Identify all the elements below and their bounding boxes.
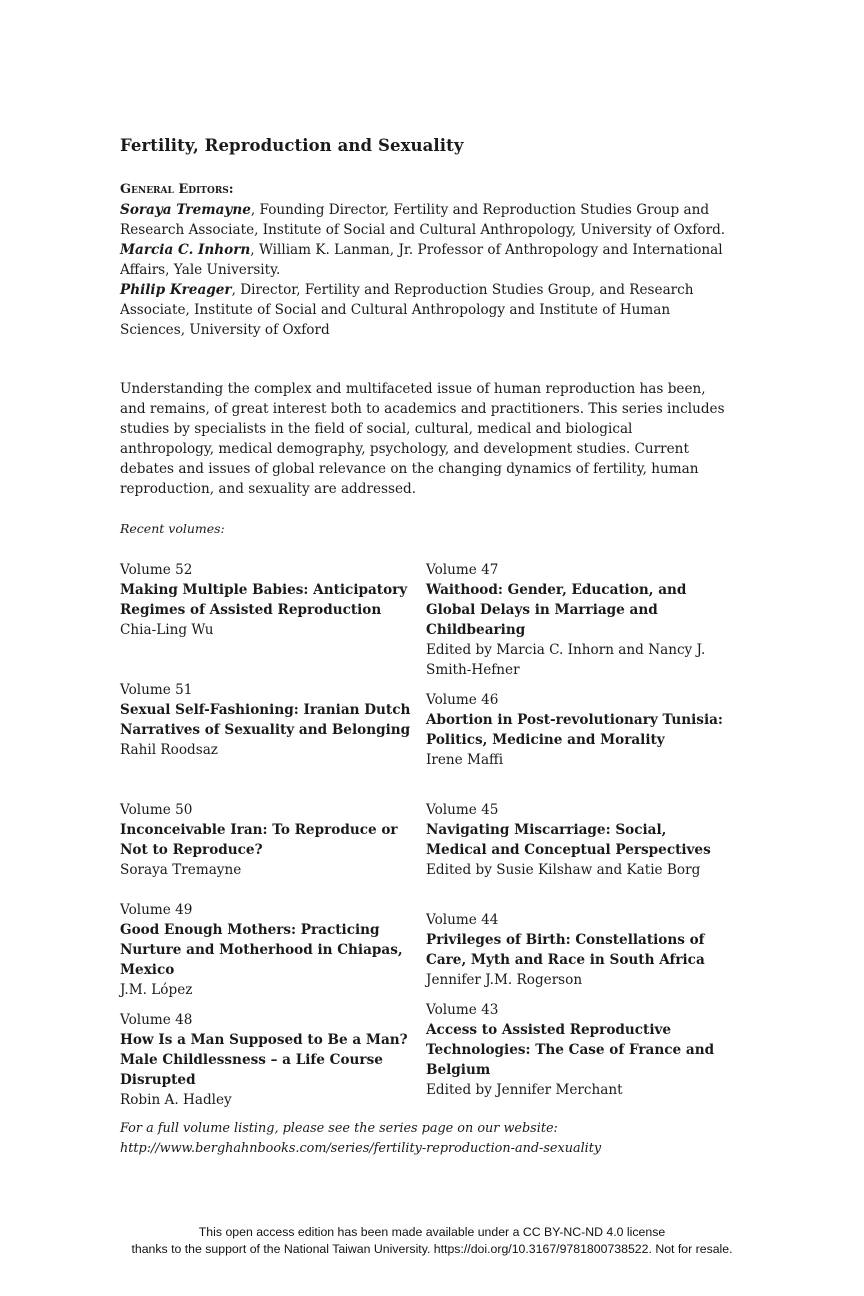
editor-name: Philip Kreager [120,282,232,298]
volume-entry [120,1010,420,1110]
volume-author: Edited by Jennifer Merchant [426,1082,623,1098]
editor-affiliation: , Founding Director, Fertility and Reproduction Studies Group and Research Associate, Institute of Social and Cultural Anthropology, University of Oxford. [120,202,726,238]
editors-heading: General Editors: [120,182,234,197]
volume-title: Waithood: Gender, Education, and Global Delays in Marriage and Childbearing [426,582,687,638]
volume-number: Volume 50 [120,802,193,818]
recent-volumes-label: Recent volumes: [120,521,225,536]
volume-number: Volume 44 [426,912,499,928]
series-url-link[interactable]: http://www.berghahnbooks.com/series/fertility-reproduction-and-sexuality [120,1141,602,1156]
volume-number: Volume 49 [120,902,193,918]
license-line-1: This open access edition has been made available under a CC BY-NC-ND 4.0 license [198,1225,666,1239]
volume-entry [426,800,726,880]
volume-entry [120,560,420,640]
series-description: Understanding the complex and multifaceted issue of human reproduction has been, and remains, of great interest both to academics and practitioners. This series includes studies by specialists in the field of social, cultural, medical and biological anthropology, medical demography, psychology, and development studies. Current debates and issues of global relevance on the changing dynamics of fertility, human reproduction, and sexuality are addressed. [120,381,725,497]
volume-title: Inconceivable Iran: To Reproduce or Not to Reproduce? [120,822,398,858]
volume-title: Sexual Self-Fashioning: Iranian Dutch Narratives of Sexuality and Belonging [120,702,411,738]
license-line-2: thanks to the support of the National Taiwan University. https://doi.org/10.3167/9781800738522. Not for resale. [131,1242,733,1256]
volume-entry [426,690,726,770]
volume-title: Making Multiple Babies: Anticipatory Regimes of Assisted Reproduction [120,582,408,618]
volume-entry [426,560,726,680]
volume-number: Volume 46 [426,692,499,708]
volume-author: Jennifer J.M. Rogerson [426,972,583,988]
volume-number: Volume 45 [426,802,499,818]
general-editors [120,180,730,340]
editor-entry [120,280,730,340]
editor-name: Soraya Tremayne [120,202,251,218]
editor-affiliation: , Director, Fertility and Reproduction Studies Group, and Research Associate, Institute of Social and Cultural Anthropology and Institute of Human Sciences, University of Oxford [120,282,694,338]
volume-author: Soraya Tremayne [120,862,242,878]
volume-author: Irene Maffi [426,752,504,768]
volume-number: Volume 51 [120,682,193,698]
series-title: Fertility, Reproduction and Sexuality [120,136,464,155]
volume-author: J.M. López [120,982,193,998]
volume-title: Good Enough Mothers: Practicing Nurture and Motherhood in Chiapas, Mexico [120,922,403,978]
volume-author: Edited by Susie Kilshaw and Katie Borg [426,862,701,878]
editor-affiliation: , William K. Lanman, Jr. Professor of Anthropology and International Affairs, Yale University. [120,242,723,278]
volume-author: Robin A. Hadley [120,1092,232,1108]
volume-author: Chia-Ling Wu [120,622,214,638]
volume-entry [120,800,420,880]
volume-entry [120,680,420,760]
volume-title: Privileges of Birth: Constellations of Care, Myth and Race in South Africa [426,932,705,968]
volume-author: Edited by Marcia C. Inhorn and Nancy J. Smith-Hefner [426,642,706,678]
volume-title: Access to Assisted Reproductive Technologies: The Case of France and Belgium [426,1022,715,1078]
full-listing-text: For a full volume listing, please see the series page on our website: [120,1121,558,1136]
volume-number: Volume 52 [120,562,193,578]
volume-number: Volume 43 [426,1002,499,1018]
volume-entry [120,900,420,1000]
volume-entry [426,1000,726,1100]
volume-title: Abortion in Post-revolutionary Tunisia: Politics, Medicine and Morality [426,712,723,748]
editor-name: Marcia C. Inhorn [120,242,251,258]
volume-title: Navigating Miscarriage: Social, Medical and Conceptual Perspectives [426,822,711,858]
volume-title: How Is a Man Supposed to Be a Man? Male Childlessness – a Life Course Disrupted [120,1032,408,1088]
volume-author: Rahil Roodsaz [120,742,218,758]
editor-entry [120,200,730,240]
license-notice [0,1224,864,1258]
volume-number: Volume 47 [426,562,499,578]
full-listing-note [120,1119,601,1159]
editor-entry [120,240,730,280]
volume-number: Volume 48 [120,1012,193,1028]
volume-entry [426,910,726,990]
